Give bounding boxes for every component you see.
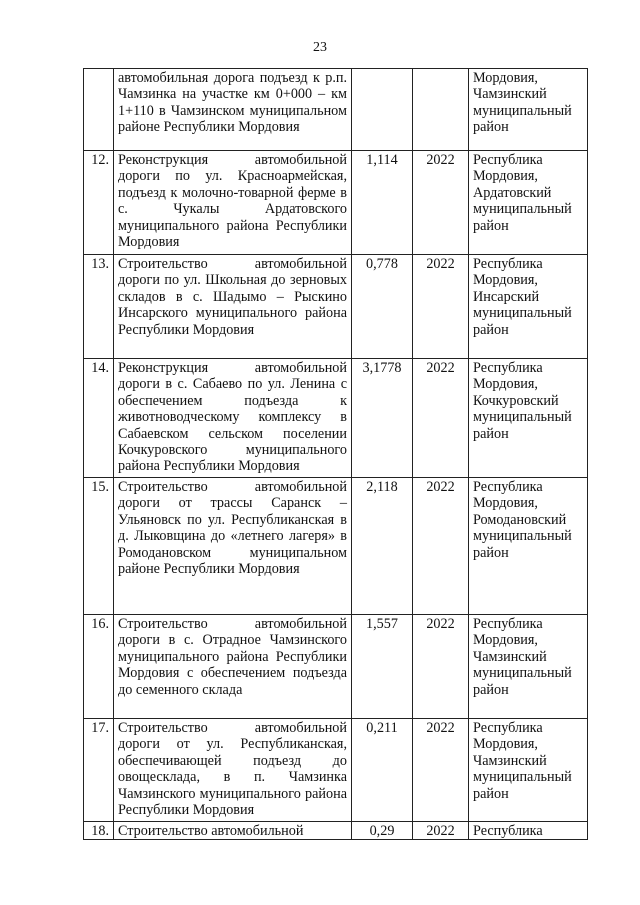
row-year: 2022 [413,822,469,840]
row-description: автомобильная дорога подъезд к р.п. Чамзинка на участке км 0+000 – км 1+110 в Чамзинском муниципальном районе Республики Мордовия [114,69,352,151]
row-year: 2022 [413,255,469,359]
row-number: 14. [84,359,114,478]
row-year: 2022 [413,615,469,719]
table-row [84,255,588,359]
row-length: 3,1778 [352,359,413,478]
row-district: Мордовия, Чамзинский муниципальный район [469,69,588,151]
row-year: 2022 [413,359,469,478]
table-row [84,822,588,840]
row-district: Республика Мордовия, Чамзинский муниципальный район [469,719,588,822]
row-length: 0,29 [352,822,413,840]
row-description: Строительство автомобильной [114,822,352,840]
row-description: Реконструкция автомобильной дороги в с. Сабаево по ул. Ленина с обеспечением подъезда к животноводческому комплексу в Сабаевском сельском поселении Кочкуровского муниципального района Республики Мордовия [114,359,352,478]
row-year: 2022 [413,719,469,822]
table-row [84,359,588,478]
row-district: Республика Мордовия, Ромодановский муниципальный район [469,478,588,615]
row-number: 15. [84,478,114,615]
table-row [84,69,588,151]
row-description: Строительство автомобильной дороги от ул. Республиканская, обеспечивающей подъезд до овощесклада, в п. Чамзинка Чамзинского муниципального района Республики Мордовия [114,719,352,822]
row-number [84,69,114,151]
row-number: 16. [84,615,114,719]
row-year: 2022 [413,151,469,255]
row-length: 2,118 [352,478,413,615]
row-description: Строительство автомобильной дороги по ул. Школьная до зерновых складов в с. Шадымо – Рыскино Инсарского муниципального района Республики Мордовия [114,255,352,359]
table-row [84,478,588,615]
table-row [84,151,588,255]
row-length: 0,778 [352,255,413,359]
row-number: 12. [84,151,114,255]
row-length: 1,114 [352,151,413,255]
row-length: 1,557 [352,615,413,719]
row-district: Республика Мордовия, Ардатовский муниципальный район [469,151,588,255]
row-length [352,69,413,151]
row-description: Строительство автомобильной дороги в с. Отрадное Чамзинского муниципального района Республики Мордовия с обеспечением подъезда до семенного склада [114,615,352,719]
table-row [84,719,588,822]
row-length: 0,211 [352,719,413,822]
row-number: 13. [84,255,114,359]
row-district: Республика [469,822,588,840]
row-description: Строительство автомобильной дороги от трассы Саранск – Ульяновск по ул. Республиканская в д. Лыковщина до «летнего лагеря» в Ромодановском муниципальном районе Республики Мордовия [114,478,352,615]
page-number: 23 [313,40,327,55]
objects-table [83,68,588,840]
row-district: Республика Мордовия, Чамзинский муниципальный район [469,615,588,719]
row-description: Реконструкция автомобильной дороги по ул. Красноармейская, подъезд к молочно-товарной ферме в с. Чукалы Ардатовского муниципального района Республики Мордовия [114,151,352,255]
row-year [413,69,469,151]
table-row [84,615,588,719]
row-district: Республика Мордовия, Инсарский муниципальный район [469,255,588,359]
row-district: Республика Мордовия, Кочкуровский муниципальный район [469,359,588,478]
row-number: 17. [84,719,114,822]
row-year: 2022 [413,478,469,615]
row-number: 18. [84,822,114,840]
